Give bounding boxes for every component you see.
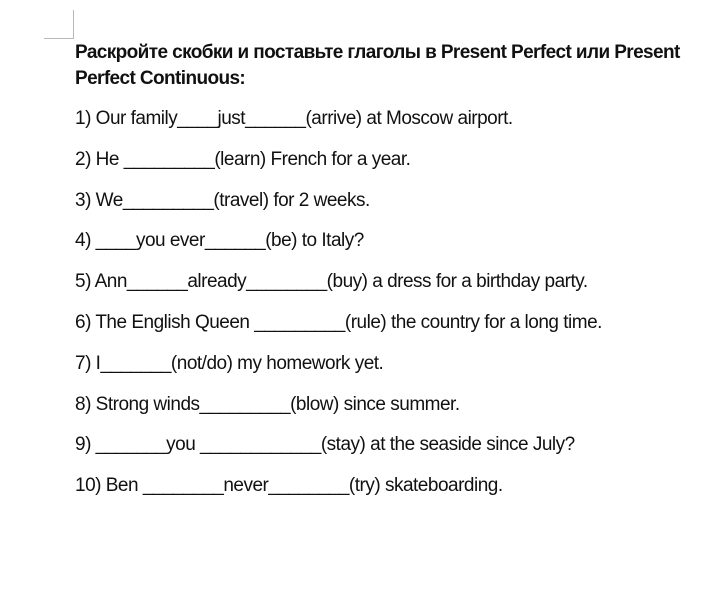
document-body: [75, 40, 715, 514]
exercise-item-4: 4) ____you ever______(be) to Italy?: [75, 230, 364, 252]
exercise-item-1: 1) Our family____just______(arrive) at Moscow airport.: [75, 108, 513, 129]
exercise-item-6: 6) The English Queen _________(rule) the country for a long time.: [75, 311, 602, 333]
exercise-item-8: 8) Strong winds_________(blow) since summer.: [75, 393, 460, 415]
exercise-item-9: 9) _______you ____________(stay) at the seaside since July?: [75, 434, 575, 456]
exercise-list: [75, 106, 715, 499]
exercise-item-2: 2) He _________(learn) French for a year.: [75, 148, 411, 170]
exercise-item-3: 3) We_________(travel) for 2 weeks.: [75, 189, 370, 211]
page-corner-marker: [44, 10, 74, 39]
task-heading: Раскройте скобки и поставьте глаголы в Present Perfect или Present Perfect Continuous:: [75, 42, 680, 89]
exercise-item-7: 7) I_______(not/do) my homework yet.: [75, 352, 384, 374]
exercise-item-10: 10) Ben ________never________(try) skateboarding.: [75, 475, 503, 497]
exercise-item-5: 5) Ann______already________(buy) a dress for a birthday party.: [75, 271, 588, 293]
